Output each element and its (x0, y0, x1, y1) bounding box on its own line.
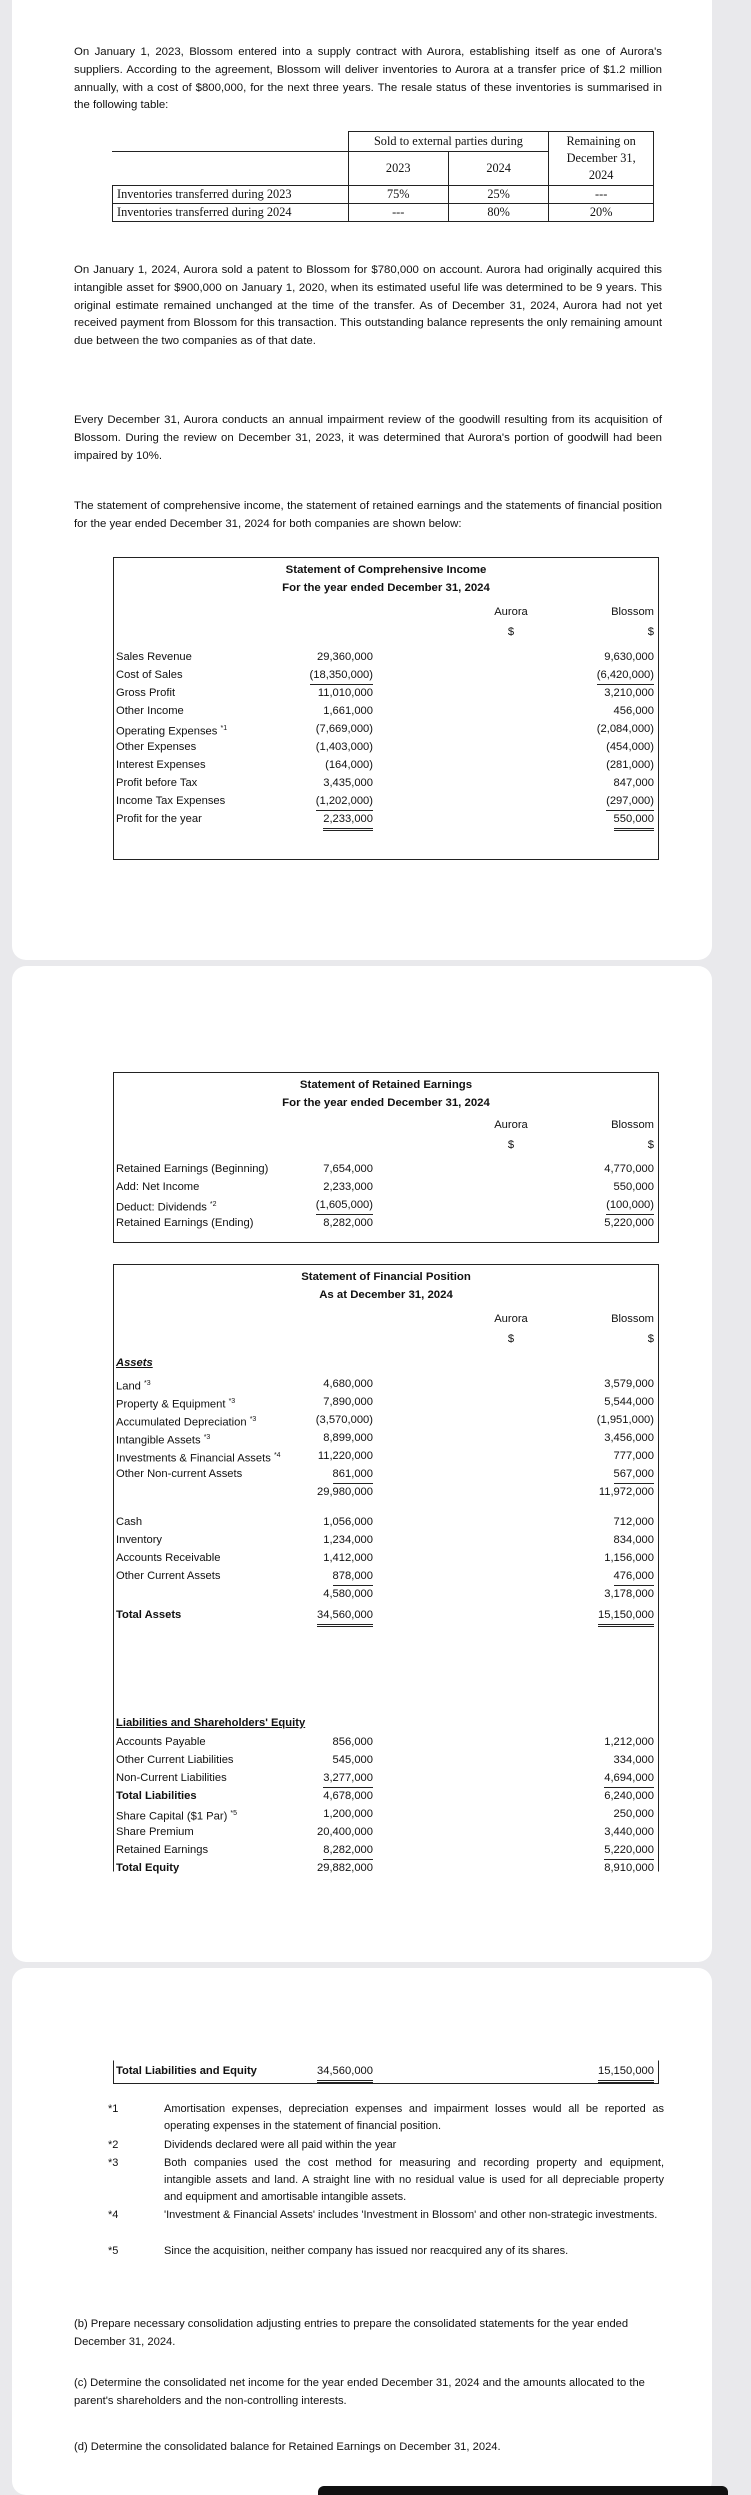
footnote-marker: *4 (273, 1452, 281, 1459)
footnotes (100, 2101, 670, 2351)
blossom-value: 3,579,000 (604, 1378, 654, 1390)
row-label (116, 1531, 162, 1549)
footnote-marker: *3 (144, 1380, 151, 1387)
table-row (114, 1841, 658, 1859)
table-row (114, 684, 658, 702)
aurora-value: 1,661,000 (323, 705, 373, 717)
footnote-number: *2 (108, 2139, 119, 2151)
row-label (116, 648, 192, 666)
footnote-marker: *1 (220, 725, 228, 732)
total-liabilities-equity-box (113, 2060, 659, 2084)
col-2023-header: 2023 (348, 151, 448, 185)
table-row (114, 756, 658, 774)
blossom-value: 15,150,000 (598, 1606, 654, 1627)
row-label-text: Other Expenses (116, 741, 197, 753)
row-label-text: Profit for the year (116, 813, 202, 825)
table-row (114, 1585, 658, 1603)
page-card-3 (12, 1968, 712, 2495)
aurora-value: (1,605,000) (316, 1196, 373, 1215)
aurora-value: 8,899,000 (323, 1432, 373, 1444)
blossom-value: 3,440,000 (604, 1826, 654, 1838)
row-label-text: Sales Revenue (116, 651, 192, 663)
aurora-currency: $ (507, 626, 515, 638)
cell-2023: --- (348, 204, 448, 222)
aurora-value: 8,282,000 (323, 1841, 373, 1860)
income-statement-title: Statement of Comprehensive Income (285, 564, 487, 576)
blossom-value: 1,156,000 (604, 1552, 654, 1564)
aurora-value: (1,403,000) (315, 741, 373, 753)
blossom-value: (100,000) (606, 1196, 654, 1215)
income-statement (113, 557, 659, 860)
page-card-1 (12, 0, 712, 960)
row-label-text: Accounts Receivable (116, 1552, 221, 1564)
blossom-value: 4,770,000 (604, 1163, 654, 1175)
blossom-value: 456,000 (613, 705, 654, 717)
table-row (114, 1411, 658, 1429)
aurora-value: 11,220,000 (317, 1450, 373, 1462)
blossom-value: 4,694,000 (604, 1769, 654, 1788)
aurora-value: 878,000 (333, 1567, 373, 1586)
row-label (116, 684, 175, 702)
row-label (116, 1465, 242, 1483)
intro-paragraph-3: Every December 31, Aurora conducts an annual impairment review of the goodwill resulting from its acquisition of Blossom. During the review on December 31, 2023, it was determined that Aurora's portion of goodwill had been impaired by 10%. (74, 414, 662, 462)
aurora-currency: $ (507, 1333, 515, 1345)
aurora-value: (3,570,000) (315, 1414, 373, 1426)
row-label (116, 702, 184, 720)
table-row (114, 1178, 658, 1196)
aurora-value: 2,233,000 (323, 1181, 373, 1193)
retained-earnings-title: Statement of Retained Earnings (299, 1079, 473, 1091)
col-2024-header: 2024 (448, 151, 548, 185)
home-indicator[interactable] (318, 2486, 728, 2495)
table-row (113, 204, 654, 222)
footnote-number: *4 (108, 2209, 119, 2221)
row-label: Inventories transferred during 2023 (113, 186, 349, 204)
table-row (114, 1513, 658, 1531)
blossom-value: 5,220,000 (604, 1841, 654, 1860)
cell-2023: 75% (348, 186, 448, 204)
resale-status-table (112, 131, 654, 222)
aurora-value: 7,890,000 (323, 1396, 373, 1408)
income-statement-subtitle: For the year ended December 31, 2024 (282, 582, 490, 594)
row-label-text: Other Non-current Assets (116, 1468, 243, 1480)
aurora-value: 861,000 (333, 1465, 373, 1484)
aurora-value: 4,680,000 (323, 1378, 373, 1390)
row-label (116, 1823, 194, 1841)
aurora-value: (164,000) (325, 759, 373, 771)
aurora-value: 1,412,000 (323, 1552, 373, 1564)
aurora-value: 20,400,000 (317, 1826, 373, 1838)
row-label-text: Other Current Assets (116, 1570, 221, 1582)
blossom-value: 550,000 (614, 810, 654, 831)
aurora-value: 4,678,000 (323, 1790, 373, 1802)
row-label-text: Accounts Payable (116, 1736, 206, 1748)
row-label (116, 810, 202, 828)
row-label-text: Deduct: Dividends (116, 1201, 207, 1214)
aurora-value: 1,200,000 (323, 1808, 373, 1820)
blossom-value: 3,210,000 (604, 687, 654, 699)
row-label (116, 1160, 268, 1178)
aurora-value: 4,580,000 (323, 1588, 373, 1600)
aurora-value: 29,360,000 (317, 651, 373, 663)
footnote-number: *3 (108, 2157, 119, 2169)
row-label (116, 1787, 197, 1805)
page-card-2 (12, 966, 712, 1962)
aurora-value: (1,202,000) (316, 792, 373, 811)
aurora-value: 29,980,000 (317, 1486, 373, 1498)
aurora-value: 1,056,000 (323, 1516, 373, 1528)
row-label-text: Land (116, 1380, 141, 1393)
aurora-value: 8,282,000 (323, 1217, 373, 1229)
footnote-number: *5 (108, 2245, 119, 2257)
footnote-marker: *2 (209, 1201, 217, 1208)
row-label (116, 1567, 220, 1585)
intro-paragraph-1: On January 1, 2023, Blossom entered into a supply contract with Aurora, establishing itself as one of Aurora's suppliers. According to the agreement, Blossom will deliver inventories to Aurora at a transfer price of $1.2 million annually, with a cost of $800,000, for the next three years. The resale status of these inventories is summarised in the following table: (74, 46, 662, 112)
row-label-text: Operating Expenses (116, 725, 218, 738)
table-row (114, 1549, 658, 1567)
row-label (116, 774, 197, 792)
question-b: (b) Prepare necessary consolidation adjusting entries to prepare the consolidated statements for the year ended December 31, 2024. (74, 2318, 629, 2348)
row-label-text: Inventory (116, 1534, 163, 1546)
table-row (114, 738, 658, 756)
row-label-text: Income Tax Expenses (116, 795, 226, 807)
table-row (114, 1196, 658, 1214)
table-row (114, 1805, 658, 1823)
blossom-value: 15,150,000 (598, 2062, 654, 2083)
footnote-marker: *5 (230, 1810, 238, 1817)
row-label (116, 666, 183, 684)
aurora-value: 7,654,000 (323, 1163, 373, 1175)
aurora-value: 1,234,000 (323, 1534, 373, 1546)
blossom-value: (6,420,000) (597, 666, 654, 685)
table-row (114, 1567, 658, 1585)
aurora-currency: $ (507, 1139, 515, 1151)
row-label (116, 1751, 234, 1769)
aurora-value: 2,233,000 (323, 810, 373, 831)
row-label (116, 792, 225, 810)
table-row (114, 1733, 658, 1751)
blossom-value: (297,000) (606, 792, 654, 811)
table-row (114, 1859, 658, 1877)
table-row (114, 1447, 658, 1465)
row-label (116, 1513, 142, 1531)
footnote-marker: *3 (228, 1398, 236, 1405)
footnote-marker: *3 (249, 1416, 257, 1423)
aurora-value: 29,882,000 (317, 1862, 373, 1874)
row-label-text: Non-Current Liabilities (116, 1772, 227, 1784)
blossom-value: 250,000 (613, 1808, 654, 1820)
question-c: (c) Determine the consolidated net income for the year ended December 31, 2024 and the amounts allocated to the parent's shareholders and the non-controlling interests. (74, 2377, 645, 2407)
row-label-text: Interest Expenses (116, 759, 206, 771)
blossom-value: 777,000 (613, 1450, 654, 1462)
blossom-value: 834,000 (613, 1534, 654, 1546)
cell-remaining: --- (549, 186, 654, 204)
table-row (114, 774, 658, 792)
row-label (116, 1859, 179, 1877)
blossom-value: 476,000 (614, 1567, 654, 1586)
footnote-text: Both companies used the cost method for measuring and recording property and equipment, intangible assets and land. A straight line with no residual value is used for all depreciable property and equipment and amortisable intangible assets. (164, 2157, 664, 2203)
financial-position-subtitle: As at December 31, 2024 (319, 1289, 453, 1301)
row-label (116, 1549, 220, 1567)
row-label (116, 1769, 227, 1787)
blossom-value: 3,456,000 (604, 1432, 654, 1444)
aurora-value: 856,000 (332, 1736, 373, 1748)
row-label (116, 1733, 206, 1751)
footnote-number: *1 (108, 2103, 119, 2115)
aurora-value: (7,669,000) (315, 723, 373, 735)
table-row (114, 1531, 658, 1549)
row-label-text: Retained Earnings (Beginning) (116, 1163, 269, 1175)
blossom-value: 11,972,000 (598, 1486, 654, 1498)
footnote-marker: *3 (203, 1434, 211, 1441)
blossom-col-header: Blossom (611, 1313, 654, 1325)
aurora-value: (18,350,000) (310, 666, 373, 685)
row-label-text: Profit before Tax (116, 777, 198, 789)
remaining-header: Remaining on December 31, 2024 (549, 132, 654, 186)
blossom-value: 5,544,000 (604, 1396, 654, 1408)
blossom-value: 712,000 (613, 1516, 654, 1528)
row-label (116, 1841, 208, 1859)
aurora-value: 3,435,000 (323, 777, 373, 789)
aurora-value: 545,000 (332, 1754, 373, 1766)
aurora-col-header: Aurora (494, 1119, 528, 1131)
row-label (116, 1606, 181, 1624)
footnote-text: Amortisation expenses, depreciation expenses and impairment losses would all be reported as operating expenses in the statement of financial position. (164, 2103, 664, 2132)
question-d: (d) Determine the consolidated balance for Retained Earnings on December 31, 2024. (74, 2441, 501, 2453)
row-label-text: Intangible Assets (116, 1434, 201, 1447)
blossom-currency: $ (647, 1333, 654, 1345)
footnote-text: 'Investment & Financial Assets' includes 'Investment in Blossom' and other non-strategic investments. (164, 2209, 658, 2221)
table-row (114, 1751, 658, 1769)
cell-2024: 25% (448, 186, 548, 204)
table-row (114, 1483, 658, 1501)
row-label-text: Total Liabilities (116, 1790, 197, 1802)
table-row (114, 720, 658, 738)
blossom-value: 9,630,000 (604, 651, 654, 663)
row-label-text: Share Capital ($1 Par) (116, 1810, 228, 1823)
blossom-value: 6,240,000 (604, 1790, 654, 1802)
blossom-value: (281,000) (606, 759, 654, 771)
blossom-value: (1,951,000) (596, 1414, 654, 1426)
table-row (114, 1393, 658, 1411)
table-row (113, 186, 654, 204)
aurora-col-header: Aurora (494, 1313, 528, 1325)
retained-earnings-statement (113, 1072, 659, 1243)
intro-paragraph-2: On January 1, 2024, Aurora sold a patent to Blossom for $780,000 on account. Aurora had originally acquired this intangible asset for $900,000 on January 1, 2020, when its estimated useful life was determined to be 9 years. This original estimate remained unchanged at the time of the transfer. As of December 31, 2024, Aurora had not yet received payment from Blossom for this transaction. This outstanding balance represents the only remaining amount due between the two companies as of that date. (74, 264, 662, 348)
table-row (114, 1375, 658, 1393)
table-row (114, 2062, 658, 2080)
table-row (114, 792, 658, 810)
row-label-text: Retained Earnings (116, 1844, 209, 1856)
row-label (116, 756, 206, 774)
intro-paragraph-4: The statement of comprehensive income, the statement of retained earnings and the statements of financial position for the year ended December 31, 2024 for both companies are shown below: (74, 500, 662, 530)
table-row (114, 810, 658, 828)
blossom-value: 847,000 (613, 777, 654, 789)
assets-heading: Assets (116, 1357, 153, 1369)
blossom-value: 5,220,000 (604, 1217, 654, 1229)
cell-remaining: 20% (549, 204, 654, 222)
blossom-currency: $ (647, 626, 654, 638)
blossom-value: 334,000 (613, 1754, 654, 1766)
retained-earnings-subtitle: For the year ended December 31, 2024 (282, 1097, 490, 1109)
cell-2024: 80% (448, 204, 548, 222)
aurora-col-header: Aurora (494, 606, 528, 618)
table-row (114, 1606, 658, 1624)
blossom-value: (2,084,000) (596, 723, 654, 735)
liabilities-heading: Liabilities and Shareholders' Equity (116, 1717, 306, 1729)
row-label (116, 1178, 199, 1196)
row-label-text: Accumulated Depreciation (116, 1416, 247, 1429)
footnote-text: Since the acquisition, neither company has issued nor reacquired any of its shares. (164, 2245, 569, 2257)
table-row (114, 1214, 658, 1232)
row-label-text: Cash (116, 1516, 143, 1528)
financial-position-statement (113, 1264, 659, 1872)
financial-position-title: Statement of Financial Position (301, 1271, 471, 1283)
table-row (114, 702, 658, 720)
row-label-text: Other Income (116, 705, 184, 717)
row-label-text: Share Premium (116, 1826, 194, 1838)
row-label-text: Total Assets (116, 1609, 182, 1621)
aurora-value: 11,010,000 (317, 687, 373, 699)
row-label-text: Gross Profit (116, 687, 176, 699)
row-label (116, 1214, 253, 1232)
table-row (114, 1823, 658, 1841)
table-row (114, 1769, 658, 1787)
row-label: Inventories transferred during 2024 (113, 204, 349, 222)
row-label-text: Property & Equipment (116, 1398, 226, 1411)
aurora-value: 34,560,000 (317, 2062, 373, 2083)
blossom-value: (454,000) (606, 741, 654, 753)
row-label-text: Retained Earnings (Ending) (116, 1217, 254, 1229)
row-label-text: Cost of Sales (116, 669, 183, 681)
row-label-text: Investments & Financial Assets (116, 1452, 271, 1465)
table-row (114, 648, 658, 666)
blossom-value: 1,212,000 (604, 1736, 654, 1748)
row-label-text: Other Current Liabilities (116, 1754, 234, 1766)
blossom-value: 8,910,000 (604, 1862, 654, 1874)
blossom-value: 3,178,000 (604, 1588, 654, 1600)
table-row (114, 666, 658, 684)
table-row (114, 1787, 658, 1805)
row-label-text: Add: Net Income (116, 1181, 200, 1193)
blossom-col-header: Blossom (611, 1119, 654, 1131)
table-row (114, 1465, 658, 1483)
aurora-value: 3,277,000 (323, 1769, 373, 1788)
aurora-value: 34,560,000 (317, 1606, 373, 1627)
sold-external-header: Sold to external parties during (348, 132, 549, 152)
row-label (116, 738, 196, 756)
blossom-value: 567,000 (614, 1465, 654, 1484)
footnote-text: Dividends declared were all paid within the year (164, 2139, 397, 2151)
row-label-text: Total Equity (116, 1862, 180, 1874)
table-row (114, 1429, 658, 1447)
blossom-col-header: Blossom (611, 606, 654, 618)
blossom-value: 550,000 (613, 1181, 654, 1193)
row-label: Total Liabilities and Equity (116, 2065, 257, 2077)
table-row (114, 1160, 658, 1178)
blossom-currency: $ (647, 1139, 654, 1151)
